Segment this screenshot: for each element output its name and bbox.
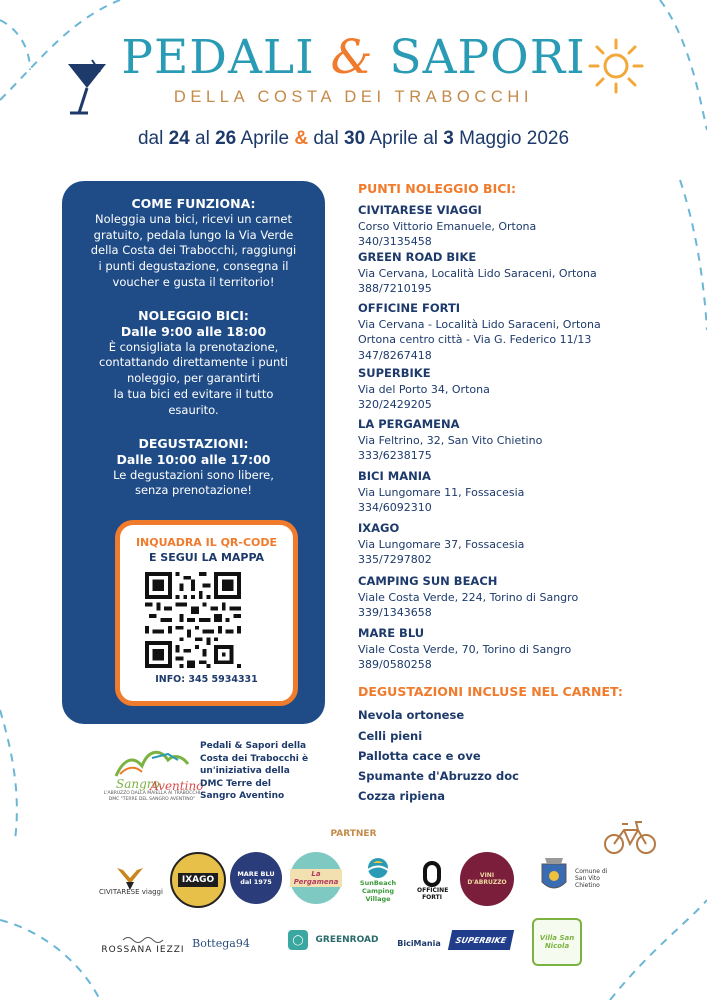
rental-item xyxy=(358,521,678,568)
dmc-line: Costa dei Trabocchi è xyxy=(200,753,309,764)
dmc-line: Pedali & Sapori della xyxy=(200,741,307,751)
rental-name: GREEN ROAD BIKE xyxy=(358,250,477,264)
how-line: Noleggia una bici, ricevi un carnet xyxy=(95,211,292,226)
officine-forti-icon xyxy=(423,861,441,887)
how-line: i punti degustazione, consegna il xyxy=(98,259,289,274)
tastings-info-hours: Dalle 10:00 alle 17:00 xyxy=(116,451,271,467)
rental-item xyxy=(358,574,678,621)
bike-glyph-icon: ◯ xyxy=(292,934,304,946)
rental-address: Viale Costa Verde, 224, Torino di Sangro xyxy=(358,590,579,604)
dmc-line: Sangro Aventino xyxy=(200,791,285,801)
partner-logo-greenroad-icon xyxy=(288,930,308,950)
rental-address: Via Lungomare 11, Fossacesia xyxy=(358,485,525,499)
qr-caption xyxy=(115,535,298,565)
sangro-logo-word1: Sangro xyxy=(116,777,160,791)
how-it-works-section xyxy=(62,196,325,291)
tastings-info-title: DEGUSTAZIONI: xyxy=(138,436,249,451)
rental-address: Via Cervana - Località Lido Saraceni, Ortona xyxy=(358,317,601,331)
rentals-title: PUNTI NOLEGGIO BICI: xyxy=(358,181,517,196)
partner-name: GREENROAD xyxy=(315,935,379,945)
rental-phone: 334/6092310 xyxy=(358,501,432,514)
tastings-info-section xyxy=(62,436,325,499)
rental-address: Viale Costa Verde, 70, Torino di Sangro xyxy=(358,642,572,656)
rental-address: Via Cervana, Località Lido Saraceni, Ortona xyxy=(358,266,597,280)
how-line: della Costa dei Trabocchi, raggiungi xyxy=(90,243,297,258)
rental-phone: 339/1343658 xyxy=(358,606,432,619)
partner-logo-san-vito-crest xyxy=(535,852,573,900)
rental-address: Via del Porto 34, Ortona xyxy=(358,382,490,396)
rental-name: IXAGO xyxy=(358,521,400,535)
partner-name: OFFICINE FORTI xyxy=(417,887,449,901)
qr-caption-line1: INQUADRA IL QR-CODE xyxy=(135,536,278,549)
rental-name: SUPERBIKE xyxy=(358,366,431,380)
rent-line: esaurito. xyxy=(168,402,219,417)
rental-phone: 335/7297802 xyxy=(358,553,432,566)
partner-logo-superbike xyxy=(448,930,514,950)
bike-rental-title: NOLEGGIO BICI: xyxy=(138,308,249,323)
rental-name: LA PERGAMENA xyxy=(358,417,460,431)
sangro-caption-line2: DMC "TERRE DEL SANGRO AVENTINO" xyxy=(108,797,196,802)
partner-name: MARE BLU dal 1975 xyxy=(237,870,275,886)
partner-logo-rossana-iezzi xyxy=(100,928,186,962)
partner-name: ROSSANA IEZZI xyxy=(101,945,185,955)
bike-rental-section xyxy=(62,308,325,419)
rental-phone: 388/7210195 xyxy=(358,282,432,295)
how-line: gratuito, pedala lungo la Via Verde xyxy=(93,227,294,242)
how-line: voucher e gusta il territorio! xyxy=(112,274,275,289)
partner-name: SUPERBIKE xyxy=(454,935,508,945)
sangro-logo-caption xyxy=(92,791,212,803)
rent-line: contattando direttamente i punti xyxy=(99,355,288,370)
partner-logo-la-pergamena xyxy=(290,852,342,904)
partner-logo-villa-san-nicola xyxy=(532,918,582,966)
taste-line: Le degustazioni sono libere, xyxy=(113,467,274,482)
partner-name: BiciMania xyxy=(397,938,441,948)
rental-item xyxy=(358,469,678,516)
rental-phone: 333/6238175 xyxy=(358,449,432,462)
rental-item xyxy=(358,203,678,250)
partner-name: CIVITARESE viaggi xyxy=(99,888,163,896)
tasting-item: Celli pieni xyxy=(358,729,423,743)
partner-name: Villa San Nicola xyxy=(539,934,575,950)
sangro-logo-word2: Aventino xyxy=(150,779,204,793)
partner-logo-sunbeach xyxy=(350,852,406,908)
tasting-item: Spumante d'Abruzzo doc xyxy=(358,769,519,783)
rental-item xyxy=(358,366,678,413)
rent-line: la tua bici ed evitare il tutto xyxy=(113,386,274,401)
rental-address: Via Lungomare 37, Fossacesia xyxy=(358,537,525,551)
sunbeach-icon xyxy=(365,857,391,879)
tasting-item: Nevola ortonese xyxy=(358,708,465,722)
tasting-item: Cozza ripiena xyxy=(358,789,446,803)
rental-name: OFFICINE FORTI xyxy=(358,301,461,315)
taste-line: senza prenotazione! xyxy=(134,483,253,498)
partner-name: Comune di San Vito Chietino xyxy=(575,868,608,889)
partner-name: Bottega94 xyxy=(192,936,250,950)
tastings-title: DEGUSTAZIONI INCLUSE NEL CARNET: xyxy=(358,684,623,699)
rental-phone: 320/2429205 xyxy=(358,398,432,411)
partner-logo-greenroad xyxy=(312,930,382,950)
qr-code[interactable] xyxy=(145,572,241,668)
rental-name: CIVITARESE VIAGGI xyxy=(358,203,482,217)
rental-item xyxy=(358,301,678,363)
qr-caption-line2: E SEGUI LA MAPPA xyxy=(148,551,265,564)
rental-phone: 389/0580258 xyxy=(358,658,432,671)
partner-name: La Pergamena xyxy=(290,869,342,887)
page-subtitle: DELLA COSTA DEI TRABOCCHI xyxy=(173,88,534,106)
crest-icon xyxy=(539,856,569,896)
sangro-caption-line1: L'ABRUZZO DALLA MAIELLA AI TRABOCCHI xyxy=(103,791,201,796)
dmc-line: DMC Terre del xyxy=(200,778,271,789)
rental-item xyxy=(358,250,678,297)
page-title: PEDALI & SAPORI xyxy=(121,30,586,85)
wave-icon xyxy=(123,935,163,945)
rental-address: Via Feltrino, 32, San Vito Chietino xyxy=(358,433,543,447)
rental-phone: 340/3135458 xyxy=(358,235,432,248)
dmc-initiative-text xyxy=(200,740,320,803)
qr-info-phone: INFO: 345 5934331 xyxy=(155,674,258,685)
partner-logo-mare-blu xyxy=(230,852,282,904)
rental-address: Corso Vittorio Emanuele, Ortona xyxy=(358,219,537,233)
partner-name: VINI D'ABRUZZO xyxy=(467,872,507,886)
rental-phone: 347/8267418 xyxy=(358,348,432,362)
partner-name: SunBeach Camping Village xyxy=(359,879,397,903)
dmc-line: un'iniziativa della xyxy=(200,766,290,776)
partner-logo-officine-forti xyxy=(412,852,452,910)
partner-label: PARTNER xyxy=(330,829,377,839)
partner-logo-vini-abruzzo xyxy=(460,852,514,906)
eagle-icon xyxy=(115,864,145,890)
partner-logo-ixago xyxy=(170,852,226,908)
rental-name: CAMPING SUN BEACH xyxy=(358,574,498,588)
partner-name: IXAGO xyxy=(178,873,218,887)
rental-name: MARE BLU xyxy=(358,626,425,640)
rental-item xyxy=(358,417,678,464)
rent-line: È consigliata la prenotazione, xyxy=(108,339,279,354)
how-it-works-title: COME FUNZIONA: xyxy=(131,196,256,211)
partner-logo-bottega94 xyxy=(192,930,250,956)
rent-line: noleggio, per garantirti xyxy=(126,371,261,386)
tasting-item: Pallotta cace e ove xyxy=(358,749,481,763)
event-dates: dal 24 al 26 Aprile & dal 30 Aprile al 3 Maggio 2026 xyxy=(137,128,570,149)
rental-name: BICI MANIA xyxy=(358,469,431,483)
bike-rental-hours: Dalle 9:00 alle 18:00 xyxy=(120,323,267,339)
partner-logo-bicimania xyxy=(394,926,444,960)
rental-address: Ortona centro città - Via G. Federico 11/13 xyxy=(358,333,592,346)
rental-item xyxy=(358,626,678,673)
